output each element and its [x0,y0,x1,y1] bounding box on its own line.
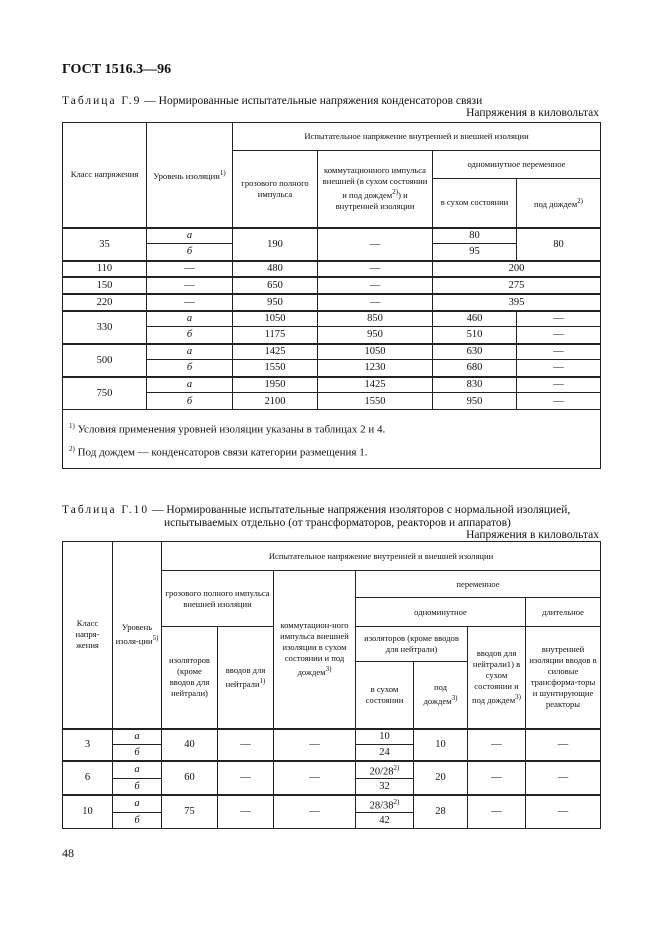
cell-lightning: 75 [162,795,218,829]
cell-rain: — [517,344,601,360]
cell-switching: — [274,761,356,795]
cell-level: а [113,795,162,813]
cell-neutral: — [218,761,274,795]
cell-class: 220 [63,294,147,311]
table9-prefix: Таблица Г.9 [62,95,142,107]
cell-rain: — [517,327,601,344]
table10-caption [62,503,570,517]
page-number: 48 [62,846,74,860]
table10-header-level: Уровень изоля-ции$^{5)}$ [113,542,162,729]
cell-lightning: 480 [233,261,318,277]
table10-header-rain: под дождем$^{3)}$ [414,662,468,729]
cell-level: б [113,813,162,829]
cell-class: 330 [63,311,147,344]
cell-level: — [147,277,233,294]
cell-lightning: 60 [162,761,218,795]
cell-class: 6 [63,761,113,795]
cell-level: — [147,261,233,277]
cell-level: б [147,327,233,344]
table9 [62,122,601,469]
table10-title: — Нормированные испытательные напряжения изоляторов с нормальной изоляцией, [149,504,571,516]
cell-lightning: 950 [233,294,318,311]
cell-switching: — [274,795,356,829]
cell-switching: 850 [318,311,433,327]
table-row [63,344,601,360]
table10 [62,541,601,829]
cell-level: б [147,393,233,410]
cell-lightning: 650 [233,277,318,294]
cell-rain: — [517,360,601,377]
table10-header-neutral: вводов для нейтрали$^{1)}$ [218,627,274,729]
cell-dry: 42 [356,813,414,829]
table9-title: — Нормированные испытательные напряжения конденсаторов связи [141,95,483,107]
table-row [63,277,601,294]
cell-dry: 460 [433,311,517,327]
table10-header-lightning: грозового полного импульса внешней изоляции [162,571,274,627]
cell-dry: 630 [433,344,517,360]
table10-units: Напряжения в киловольтах [466,529,599,541]
cell-class: 750 [63,377,147,410]
cell-neutral-ac: — [468,729,526,761]
cell-switching: — [318,228,433,261]
table-row [63,795,601,813]
cell-long: — [526,729,601,761]
table10-header-onemin: одноминутное [356,598,526,627]
table-row [63,311,601,327]
table9-header-switching: коммутационного импульса внешней (в сухом состоянии и под дождем$^{2)}$) и внутренней изоляции [318,151,433,228]
table-row [63,294,601,311]
cell-switching: 1230 [318,360,433,377]
table9-note-1: $^{1)}$ Условия применения уровней изоляции указаны в таблицах 2 и 4. [69,421,386,436]
table10-header-insulators: изоляторов (кроме вводов для нейтрали) [162,627,218,729]
table9-header-class: Класс напряжения [63,123,147,228]
cell-level: б [147,244,233,261]
table9-header-onemin: одноминутное переменное [433,151,601,179]
table9-units: Напряжения в киловольтах [466,107,599,119]
table10-header-neutral-ac: вводов для нейтрали1) в сухом состоянии и под дождем$^{3)}$ [468,627,526,729]
cell-switching: 950 [318,327,433,344]
cell-rain: — [517,311,601,327]
table10-header-insulators-ac: изоляторов (кроме вводов для нейтрали) [356,627,468,662]
cell-level: б [147,360,233,377]
cell-lightning: 2100 [233,393,318,410]
cell-switching: 1425 [318,377,433,393]
cell-class: 3 [63,729,113,761]
cell-lightning: 190 [233,228,318,261]
cell-switching: 1050 [318,344,433,360]
cell-dry: 20/28$^{2)}$ [356,761,414,779]
cell-long: — [526,795,601,829]
cell-dry: 830 [433,377,517,393]
cell-switching: 1550 [318,393,433,410]
cell-rain: 20 [414,761,468,795]
cell-level: а [147,228,233,244]
table10-header-internal: внутренней изоляции вводов в силовые трансформа-торы и шунтирующие реакторы [526,627,601,729]
cell-lightning: 1550 [233,360,318,377]
cell-dry: 95 [433,244,517,261]
table9-header-level: Уровень изоляции$^{1)}$ [147,123,233,228]
cell-rain: 80 [517,228,601,261]
cell-class: 110 [63,261,147,277]
table9-header-rain: под дождем$^{2)}$ [517,179,601,228]
cell-neutral-ac: — [468,761,526,795]
table9-header-test: Испытательное напряжение внутренней и внешней изоляции [233,123,601,151]
cell-lightning: 1050 [233,311,318,327]
cell-rain: — [517,377,601,393]
cell-class: 500 [63,344,147,377]
table9-header-dry: в сухом состоянии [433,179,517,228]
cell-dry: 10 [356,729,414,745]
cell-onemin: 275 [433,277,601,294]
cell-neutral: — [218,795,274,829]
cell-level: а [147,311,233,327]
table9-caption [62,94,482,108]
table10-prefix: Таблица Г.10 [62,504,150,516]
cell-neutral-ac: — [468,795,526,829]
table-row [63,729,601,745]
cell-rain: — [517,393,601,410]
table10-title-line2: испытываемых отдельно (от трансформаторов, реакторов и аппаратов) [164,517,511,529]
cell-neutral: — [218,729,274,761]
cell-switching: — [318,277,433,294]
cell-level: — [147,294,233,311]
table-row [63,228,601,244]
cell-class: 10 [63,795,113,829]
cell-dry: 80 [433,228,517,244]
cell-level: а [147,377,233,393]
cell-level: а [113,761,162,779]
table10-header-switching: коммутацион-ного импульса внешней изоляции в сухом состоянии и под дождем$^{3)}$ [274,571,356,729]
table10-header-test: Испытательное напряжение внутренней и внешней изоляции [162,542,601,571]
cell-onemin: 200 [433,261,601,277]
table9-notes [63,410,601,469]
cell-level: б [113,745,162,761]
cell-level: а [147,344,233,360]
table-row [63,761,601,779]
cell-switching: — [318,294,433,311]
cell-switching: — [274,729,356,761]
table10-header-ac: переменное [356,571,601,598]
cell-onemin: 395 [433,294,601,311]
cell-dry: 510 [433,327,517,344]
cell-dry: 950 [433,393,517,410]
document-header: ГОСТ 1516.3—96 [62,62,172,77]
table9-header-lightning: грозового полного импульса [233,151,318,228]
cell-level: б [113,779,162,795]
cell-class: 35 [63,228,147,261]
cell-lightning: 1950 [233,377,318,393]
table-row [63,261,601,277]
table10-header-dry: в сухом состоянии [356,662,414,729]
cell-rain: 28 [414,795,468,829]
cell-rain: 10 [414,729,468,761]
cell-lightning: 1175 [233,327,318,344]
table10-header-class: Класс напря-жения [63,542,113,729]
table10-header-long: длительное [526,598,601,627]
cell-dry: 24 [356,745,414,761]
cell-dry: 32 [356,779,414,795]
cell-level: а [113,729,162,745]
table9-note-2: $^{2)}$ Под дождем — конденсаторов связи категории размещения 1. [69,445,368,459]
cell-dry: 28/38$^{2)}$ [356,795,414,813]
table-row [63,377,601,393]
cell-lightning: 1425 [233,344,318,360]
cell-dry: 680 [433,360,517,377]
cell-lightning: 40 [162,729,218,761]
cell-long: — [526,761,601,795]
cell-class: 150 [63,277,147,294]
cell-switching: — [318,261,433,277]
